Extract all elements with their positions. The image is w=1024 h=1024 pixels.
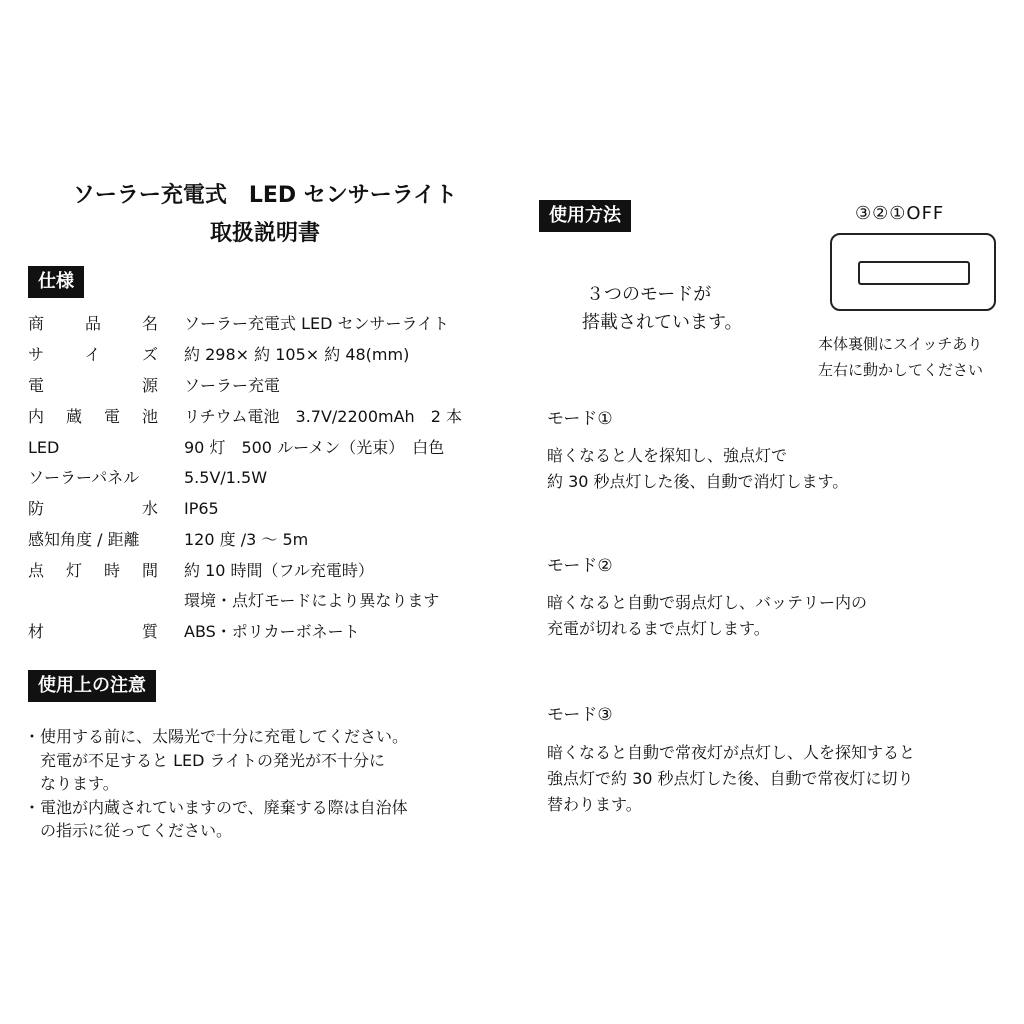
caution-list xyxy=(24,725,408,843)
switch-note-line: 左右に動かしてください xyxy=(818,361,984,379)
spec-value: リチウム電池 3.7V/2200mAh 2 本 xyxy=(184,407,462,426)
spec-label: 電源 xyxy=(28,376,158,395)
usage-intro xyxy=(582,281,743,337)
spec-value: 約 10 時間（フル充電時） xyxy=(184,561,374,580)
spec-label: 内蔵電池 xyxy=(28,407,158,426)
document-subtitle: 取扱説明書 xyxy=(209,221,320,246)
switch-slot xyxy=(858,261,970,285)
usage-section-heading: 使用方法 xyxy=(539,200,631,232)
mode-description-line: 暗くなると人を探知し、強点灯で xyxy=(547,446,788,465)
caution-line: の指示に従ってください。 xyxy=(24,821,233,840)
mode-3-description xyxy=(547,740,915,818)
spec-value: IP65 xyxy=(184,499,219,518)
switch-position-label: ③②①OFF xyxy=(855,203,945,224)
spec-value: 5.5V/1.5W xyxy=(184,468,268,487)
spec-label: 材質 xyxy=(28,622,158,641)
spec-label: 点灯時間 xyxy=(28,561,158,580)
caution-line: ・使用する前に、太陽光で十分に充電してください。 xyxy=(24,727,409,746)
spec-value: 環境・点灯モードにより異なります xyxy=(184,591,440,610)
caution-section-heading: 使用上の注意 xyxy=(28,670,156,702)
spec-label: 防水 xyxy=(28,499,158,518)
spec-value: ソーラー充電式 LED センサーライト xyxy=(184,314,450,333)
switch-note xyxy=(818,331,983,383)
caution-line: なります。 xyxy=(24,774,119,793)
caution-line: 充電が不足すると LED ライトの発光が不十分に xyxy=(24,750,386,770)
spec-label: LED xyxy=(28,438,60,457)
mode-2-heading: モード② xyxy=(547,556,613,576)
spec-value: 約 298× 約 105× 約 48(mm) xyxy=(184,345,410,364)
spec-value: ソーラー充電 xyxy=(184,376,281,395)
spec-label: 商品名 xyxy=(28,314,158,333)
caution-line: ・電池が内蔵されていますので、廃棄する際は自治体 xyxy=(24,797,408,817)
mode-description-line: 暗くなると自動で弱点灯し、バッテリー内の xyxy=(547,593,868,612)
usage-intro-line: 搭載されています。 xyxy=(582,312,743,333)
mode-1-description xyxy=(547,443,848,495)
spec-value: ABS・ポリカーボネート xyxy=(184,622,360,641)
mode-description-line: 充電が切れるまで点灯します。 xyxy=(547,619,770,638)
mode-description-line: 強点灯で約 30 秒点灯した後、自動で常夜灯に切り xyxy=(547,769,914,788)
document-title: ソーラー充電式 LED センサーライト xyxy=(72,183,458,208)
spec-value: 120 度 /3 ～ 5m xyxy=(184,530,309,549)
mode-description-line: 替わります。 xyxy=(547,795,642,814)
switch-note-line: 本体裏側にスイッチあり xyxy=(818,335,983,353)
mode-description-line: 約 30 秒点灯した後、自動で消灯します。 xyxy=(547,472,849,491)
mode-description-line: 暗くなると自動で常夜灯が点灯し、人を探知すると xyxy=(547,743,916,762)
mode-1-heading: モード① xyxy=(547,409,613,429)
spec-label: 感知角度 / 距離 xyxy=(28,530,140,549)
spec-label: サイズ xyxy=(28,345,158,364)
mode-2-description xyxy=(547,590,867,642)
spec-value: 90 灯 500 ルーメン（光束） 白色 xyxy=(184,438,445,457)
spec-label: ソーラーパネル xyxy=(28,468,140,487)
switch-diagram xyxy=(830,233,996,311)
usage-intro-line: ３つのモードが xyxy=(586,284,712,305)
mode-3-heading: モード③ xyxy=(547,705,613,725)
spec-section-heading: 仕様 xyxy=(28,266,84,298)
